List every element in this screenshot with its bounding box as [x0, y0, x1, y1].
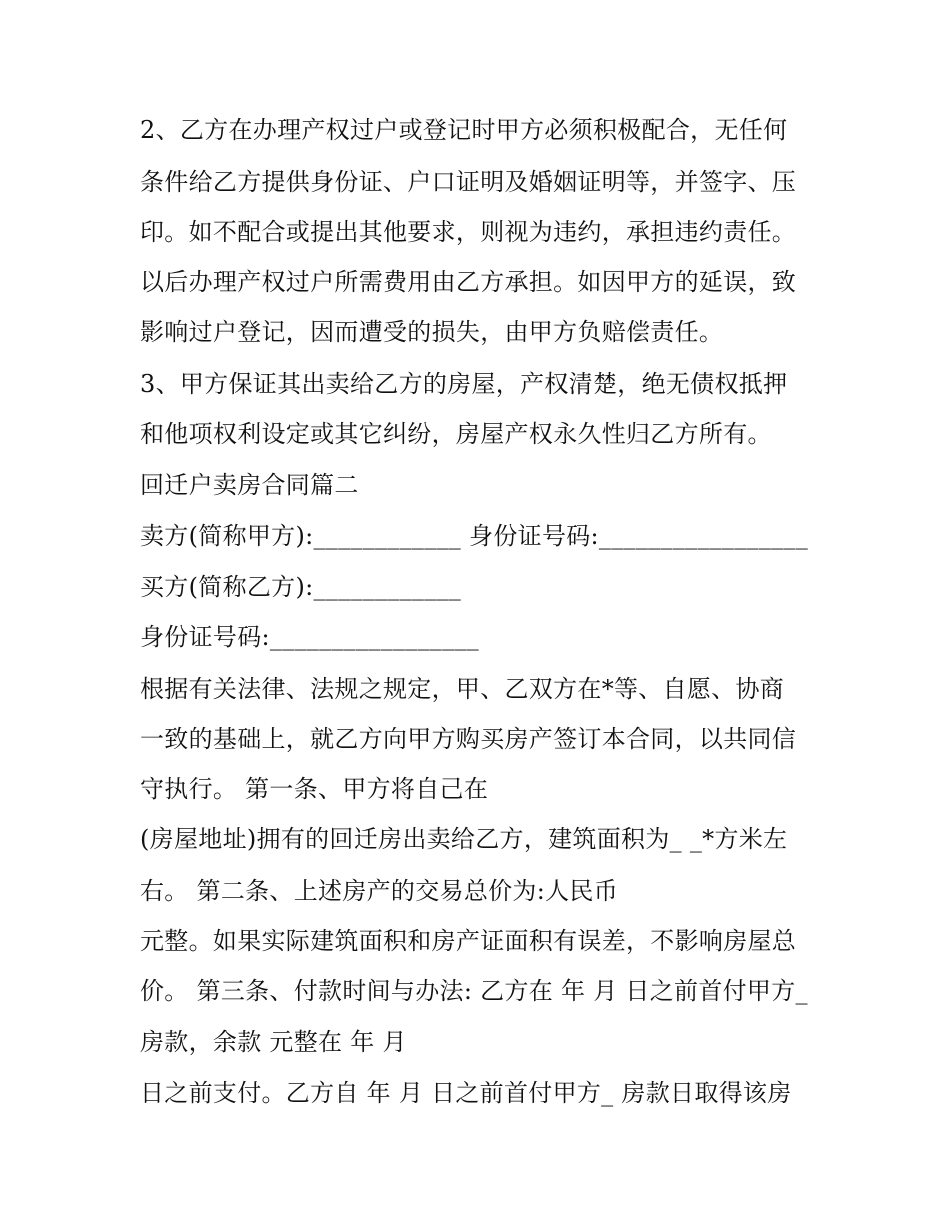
text-line: 守执行。 第一条、甲方将自己在 [140, 775, 489, 803]
text-line: 和他项权利设定或其它纠纷，房屋产权永久性归乙方所有。 [140, 420, 772, 448]
text-line: 以后办理产权过户所需费用由乙方承担。如因甲方的延误，致 [140, 268, 797, 296]
text-line: 房款，余款 元整在 年 月 [140, 1028, 407, 1056]
text-line: 影响过户登记，因而遭受的损失，由甲方负赔偿责任。 [140, 318, 724, 346]
seller-line: 卖方(简称甲方):____________ 身份证号码:_________________ [140, 522, 809, 550]
text-line: 日之前支付。乙方自 年 月 日之前首付甲方_ 房款日取得该房 [140, 1079, 792, 1107]
text-line: 3、甲方保证其出卖给乙方的房屋，产权清楚，绝无债权抵押 [140, 370, 788, 398]
id-number-line: 身份证号码:_________________ [140, 623, 479, 651]
text-line: 根据有关法律、法规之规定，甲、乙双方在*等、自愿、协商 [140, 675, 785, 703]
text-line: 2、乙方在办理产权过户或登记时甲方必须积极配合，无任何 [140, 116, 788, 144]
text-line: 价。 第三条、付款时间与办法: 乙方在 年 月 日之前首付甲方_ [140, 977, 808, 1005]
text-line: (房屋地址)拥有的回迁房出卖给乙方，建筑面积为_ _*方米左 [140, 825, 788, 853]
buyer-line: 买方(简称乙方):____________ [140, 573, 462, 601]
text-line: 右。 第二条、上述房产的交易总价为:人民币 [140, 877, 619, 905]
section-heading: 回迁户卖房合同篇二 [140, 471, 359, 499]
text-line: 条件给乙方提供身份证、户口证明及婚姻证明等，并签字、压 [140, 168, 797, 196]
text-line: 印。如不配合或提出其他要求，则视为违约，承担违约责任。 [140, 218, 797, 246]
text-line: 元整。如果实际建筑面积和房产证面积有误差，不影响房屋总 [140, 927, 797, 955]
text-line: 一致的基础上，就乙方向甲方购买房产签订本合同，以共同信 [140, 725, 797, 753]
